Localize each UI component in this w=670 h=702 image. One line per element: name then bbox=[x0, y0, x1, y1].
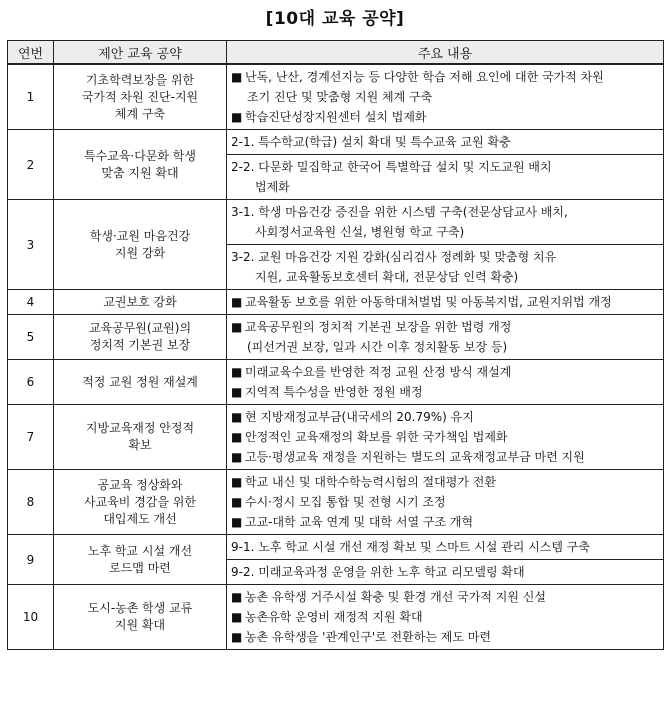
content-block bbox=[227, 405, 663, 469]
content-block bbox=[227, 315, 663, 359]
pledge-name bbox=[54, 290, 227, 315]
content-line: ■ 고교-대학 교육 연계 및 대학 서열 구조 개혁 bbox=[231, 512, 659, 532]
square-bullet-icon: ■ bbox=[231, 450, 243, 464]
header-main-content: 주요 내용 bbox=[227, 41, 664, 65]
table-row bbox=[8, 315, 664, 360]
pledge-name-line: 노후 학교 시설 개선 bbox=[87, 543, 193, 558]
row-number: 3 bbox=[8, 200, 54, 290]
pledge-name bbox=[54, 585, 227, 650]
content-line: ■ 미래교육수요를 반영한 적정 교원 산정 방식 재설계 bbox=[231, 362, 659, 382]
pledge-content bbox=[227, 200, 664, 290]
content-line: ■ 학습진단성장지원센터 설치 법제화 bbox=[231, 107, 659, 127]
content-block bbox=[227, 65, 663, 129]
content-line: ■ 농촌 유학생을 '관계인구'로 전환하는 제도 마련 bbox=[231, 627, 659, 647]
square-bullet-icon: ■ bbox=[231, 475, 243, 489]
square-bullet-icon: ■ bbox=[231, 70, 243, 84]
pledge-name bbox=[54, 200, 227, 290]
content-line: ■ 지역적 특수성을 반영한 정원 배정 bbox=[231, 382, 659, 402]
content-line: 법제화 bbox=[255, 180, 290, 194]
table-row bbox=[8, 200, 664, 290]
content-line: 2-2. 다문화 밀집학교 한국어 특별학급 설치 및 지도교원 배치 bbox=[231, 160, 552, 174]
square-bullet-icon: ■ bbox=[231, 410, 243, 424]
content-block bbox=[227, 360, 663, 404]
pledge-name-line: 학생·교원 마음건강 bbox=[89, 228, 191, 243]
pledge-name bbox=[54, 405, 227, 470]
row-number: 9 bbox=[8, 535, 54, 585]
pledge-content bbox=[227, 64, 664, 130]
content-block bbox=[227, 535, 663, 559]
pledges-table bbox=[7, 40, 664, 650]
content-line: ■ 농촌유학 운영비 재정적 지원 확대 bbox=[231, 607, 659, 627]
pledge-name bbox=[54, 130, 227, 200]
table-row bbox=[8, 64, 664, 130]
content-line: 지원, 교육활동보호센터 확대, 전문상담 인력 확충) bbox=[255, 270, 519, 284]
table-body bbox=[8, 64, 664, 650]
header-number: 연번 bbox=[8, 41, 54, 65]
row-number: 2 bbox=[8, 130, 54, 200]
pledge-name-line: 로드맵 마련 bbox=[109, 560, 171, 575]
pledge-name-line: 기초학력보장을 위한 bbox=[85, 72, 195, 87]
content-line: 사회정서교육원 신설, 병원형 학교 구축) bbox=[255, 225, 465, 239]
content-line: 9-2. 미래교육과정 운영을 위한 노후 학교 리모델링 확대 bbox=[231, 565, 525, 579]
pledge-name-line: 확보 bbox=[128, 438, 152, 452]
pledge-name bbox=[54, 470, 227, 535]
table-row bbox=[8, 470, 664, 535]
pledge-name-line: 맞춤 지원 확대 bbox=[101, 165, 179, 180]
row-number: 7 bbox=[8, 405, 54, 470]
pledge-name-line: 공교육 정상화와 bbox=[97, 477, 183, 492]
pledge-name bbox=[54, 64, 227, 130]
pledge-name bbox=[54, 315, 227, 360]
pledge-name-line: 특수교육·다문화 학생 bbox=[84, 148, 196, 163]
square-bullet-icon: ■ bbox=[231, 610, 243, 624]
content-line: 9-1. 노후 학교 시설 개선 재정 확보 및 스마트 시설 관리 시스템 구축 bbox=[231, 540, 590, 554]
content-line: ■ 현 지방재정교부금(내국세의 20.79%) 유지 bbox=[231, 407, 659, 427]
content-line: ■ 난독, 난산, 경계선지능 등 다양한 학습 저해 요인에 대한 국가적 차원 bbox=[231, 67, 659, 87]
content-line: 3-1. 학생 마음건강 증진을 위한 시스템 구축(전문상담교사 배치, bbox=[231, 205, 568, 219]
table-row bbox=[8, 290, 664, 315]
content-line: ■ 고등·평생교육 재정을 지원하는 별도의 교육재정교부금 마련 지원 bbox=[231, 447, 659, 467]
pledge-content bbox=[227, 130, 664, 200]
row-number: 10 bbox=[8, 585, 54, 650]
content-line: ■ 교육활동 보호를 위한 아동학대처벌법 및 아동복지법, 교원지위법 개정 bbox=[231, 292, 659, 312]
pledge-name-line: 도시-농촌 학생 교류 bbox=[87, 601, 193, 615]
pledge-content bbox=[227, 470, 664, 535]
content-line: ■ 교육공무원의 정치적 기본권 보장을 위한 법령 개정 bbox=[231, 317, 659, 337]
pledge-name-line: 지원 확대 bbox=[114, 618, 166, 632]
header-pledge-name: 제안 교육 공약 bbox=[54, 41, 227, 65]
content-line: 2-1. 특수학교(학급) 설치 확대 및 특수교육 교원 확충 bbox=[231, 135, 511, 149]
square-bullet-icon: ■ bbox=[231, 590, 243, 604]
square-bullet-icon: ■ bbox=[231, 430, 243, 444]
pledge-name-line: 사교육비 경감을 위한 bbox=[84, 494, 196, 509]
table-row bbox=[8, 130, 664, 200]
content-line: ■ 안정적인 교육재정의 확보를 위한 국가책임 법제화 bbox=[231, 427, 659, 447]
content-line: ■ 농촌 유학생 거주시설 확충 및 환경 개선 국가적 지원 신설 bbox=[231, 587, 659, 607]
content-block bbox=[227, 154, 663, 199]
table-row bbox=[8, 360, 664, 405]
pledge-content bbox=[227, 405, 664, 470]
square-bullet-icon: ■ bbox=[231, 515, 243, 529]
row-number: 4 bbox=[8, 290, 54, 315]
content-block bbox=[227, 130, 663, 154]
row-number: 8 bbox=[8, 470, 54, 535]
pledge-content bbox=[227, 585, 664, 650]
content-line: 조기 진단 및 맞춤형 지원 체계 구축 bbox=[247, 90, 433, 104]
pledge-content bbox=[227, 535, 664, 585]
square-bullet-icon: ■ bbox=[231, 630, 243, 644]
content-line: ■ 학교 내신 및 대학수학능력시험의 절대평가 전환 bbox=[231, 472, 659, 492]
table-row bbox=[8, 405, 664, 470]
square-bullet-icon: ■ bbox=[231, 295, 243, 309]
pledge-content bbox=[227, 290, 664, 315]
pledge-content bbox=[227, 360, 664, 405]
pledge-name bbox=[54, 360, 227, 405]
row-number: 6 bbox=[8, 360, 54, 405]
row-number: 5 bbox=[8, 315, 54, 360]
pledge-content bbox=[227, 315, 664, 360]
pledge-name bbox=[54, 535, 227, 585]
table-header-row bbox=[8, 41, 664, 65]
pledge-name-line: 지방교육재정 안정적 bbox=[85, 421, 195, 435]
content-block bbox=[227, 200, 663, 244]
square-bullet-icon: ■ bbox=[231, 110, 243, 124]
content-block bbox=[227, 559, 663, 584]
content-line: 3-2. 교원 마음건강 지원 강화(심리검사 정례화 및 맞춤형 치유 bbox=[231, 250, 557, 264]
content-block bbox=[227, 470, 663, 534]
pledge-name-line: 적정 교원 정원 재설계 bbox=[82, 374, 198, 389]
content-line: ■ 수시·정시 모집 통합 및 전형 시기 조정 bbox=[231, 492, 659, 512]
page-title: [10대 교육 공약] bbox=[265, 9, 405, 29]
square-bullet-icon: ■ bbox=[231, 320, 243, 334]
pledge-name-line: 교권보호 강화 bbox=[103, 294, 177, 309]
row-number: 1 bbox=[8, 64, 54, 130]
pledge-name-line: 지원 강화 bbox=[114, 245, 166, 260]
table-row bbox=[8, 585, 664, 650]
content-block bbox=[227, 585, 663, 649]
square-bullet-icon: ■ bbox=[231, 495, 243, 509]
pledge-name-line: 체계 구축 bbox=[114, 106, 166, 121]
pledge-name-line: 정치적 기본권 보장 bbox=[89, 338, 191, 352]
square-bullet-icon: ■ bbox=[231, 365, 243, 379]
pledge-name-line: 대입제도 개선 bbox=[103, 511, 177, 526]
content-line: (피선거권 보장, 일과 시간 이후 정치활동 보장 등) bbox=[247, 340, 508, 354]
pledge-name-line: 교육공무원(교원)의 bbox=[88, 321, 192, 335]
pledge-name-line: 국가적 차원 진단-지원 bbox=[81, 89, 199, 104]
table-row bbox=[8, 535, 664, 585]
content-block bbox=[227, 244, 663, 289]
content-block bbox=[227, 290, 663, 314]
square-bullet-icon: ■ bbox=[231, 385, 243, 399]
